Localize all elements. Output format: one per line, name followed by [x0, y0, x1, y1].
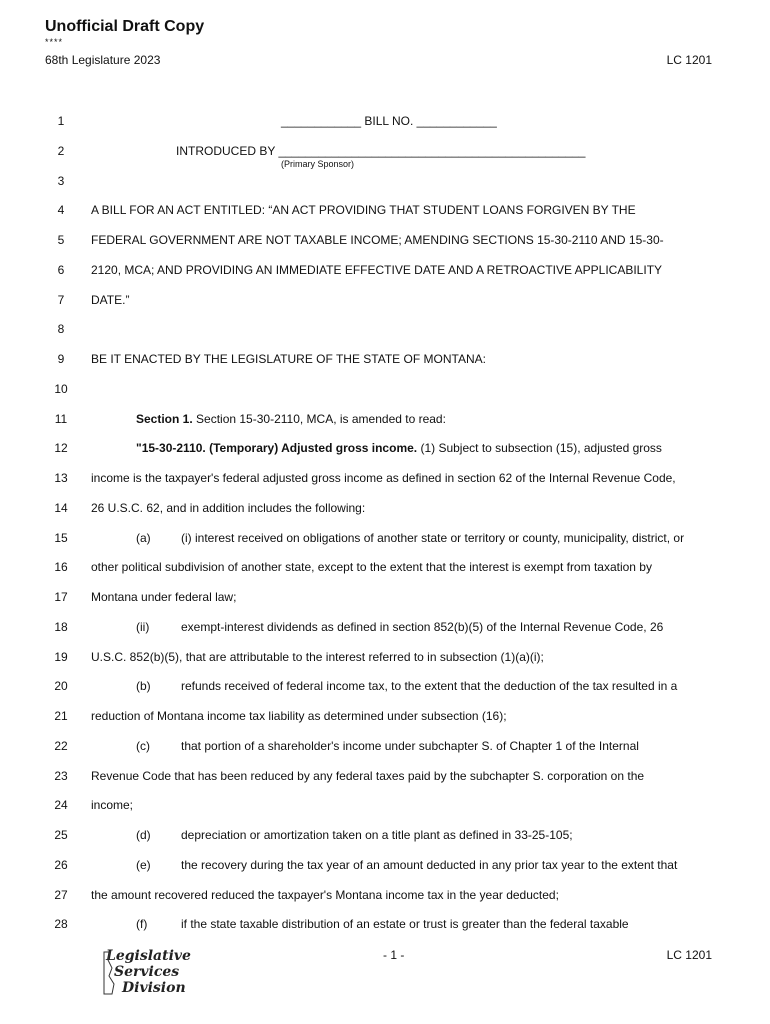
line-content: reduction of Montana income tax liability as determined under subsection (16); — [91, 709, 507, 723]
line-number: 4 — [57, 203, 65, 218]
subsection-label: (ii) — [136, 619, 150, 634]
line-number: 19 — [54, 649, 68, 664]
line-text — [91, 293, 129, 307]
line-content: DATE.” — [91, 292, 130, 307]
logo-word-1: Legislative — [106, 948, 191, 964]
line-content: exempt-interest dividends as defined in section 852(b)(5) of the Internal Revenue Code, 26 — [181, 619, 664, 634]
line-text — [91, 888, 559, 902]
subsection-label: (c) — [136, 738, 150, 753]
line-text — [181, 531, 684, 545]
line-number: 9 — [57, 352, 65, 366]
line-number: 14 — [54, 500, 68, 515]
line-number: 23 — [54, 768, 68, 783]
legislature-label: 68th Legislature 2023 — [45, 53, 161, 67]
line-content: that portion of a shareholder's income under subchapter S. of Chapter 1 of the Internal — [181, 738, 639, 753]
line-number: 6 — [57, 262, 65, 277]
line-text — [176, 144, 585, 158]
line-text — [181, 858, 677, 872]
draft-stars: **** — [45, 37, 64, 47]
line-number: 10 — [54, 381, 68, 396]
line-content: income; — [91, 798, 134, 813]
line-number: 12 — [54, 441, 68, 456]
line-number: 15 — [54, 530, 68, 545]
montana-outline-icon — [100, 950, 122, 998]
line-content: Revenue Code that has been reduced by any federal taxes paid by the subchapter S. corporation on the — [91, 768, 645, 783]
line-text — [91, 501, 365, 515]
subsection-label: (e) — [136, 857, 151, 872]
subsection-label: (f) — [136, 917, 148, 932]
line-number: 8 — [57, 322, 65, 337]
line-text — [91, 263, 662, 277]
primary-sponsor-caption: (Primary Sponsor) — [281, 158, 355, 169]
line-content: Montana under federal law; — [91, 590, 237, 604]
line-number: 22 — [54, 738, 68, 753]
subsection-label: (b) — [136, 679, 151, 694]
line-number: 26 — [54, 857, 68, 872]
line-number: 1 — [57, 114, 65, 128]
subsection-label: (a) — [136, 530, 151, 545]
line-number: 28 — [54, 917, 68, 932]
line-text — [136, 412, 446, 426]
line-number: 7 — [57, 292, 65, 307]
bold-heading: "15-30-2110. (Temporary) Adjusted gross income. — [136, 441, 418, 456]
line-text — [91, 650, 544, 664]
line-text — [91, 798, 133, 812]
line-number: 21 — [54, 709, 68, 723]
line-number: 24 — [54, 798, 68, 813]
line-number: 18 — [54, 619, 68, 634]
line-content: ____________ BILL NO. ____________ — [281, 114, 497, 128]
line-text — [91, 590, 236, 604]
line-number: 25 — [54, 828, 68, 842]
line-content: refunds received of federal income tax, to the extent that the deduction of the tax resulted in a — [181, 679, 678, 694]
line-number: 16 — [54, 560, 68, 575]
line-number: 20 — [54, 679, 68, 694]
line-content: 26 U.S.C. 62, and in addition includes the following: — [91, 500, 366, 515]
line-number: 5 — [57, 233, 65, 247]
line-text — [181, 739, 639, 753]
line-number: 3 — [57, 173, 65, 188]
line-content: (i) interest received on obligations of another state or territory or county, municipality, district, or — [181, 530, 685, 545]
line-content: income is the taxpayer's federal adjusted gross income as defined in section 62 of the Internal Revenue Code, — [91, 471, 676, 485]
line-text — [91, 203, 636, 217]
line-content: FEDERAL GOVERNMENT ARE NOT TAXABLE INCOME; AMENDING SECTIONS 15-30-2110 AND 15-30- — [91, 233, 664, 247]
line-text — [136, 441, 662, 455]
lc-number-top: LC 1201 — [666, 53, 712, 67]
line-content: other political subdivision of another state, except to the extent that the interest is exempt from taxation by — [91, 560, 652, 575]
line-text — [181, 917, 629, 931]
line-text — [91, 769, 644, 783]
line-text — [181, 828, 573, 842]
line-content: U.S.C. 852(b)(5), that are attributable to the interest referred to in subsection (1)(a)(i); — [91, 649, 544, 664]
line-text — [91, 471, 676, 485]
line-text — [91, 560, 652, 574]
logo-word-2: Services — [114, 964, 180, 980]
draft-title: Unofficial Draft Copy — [45, 18, 205, 35]
bold-heading: Section 1. — [136, 411, 193, 426]
line-content: the amount recovered reduced the taxpayer's Montana income tax in the year deducted; — [91, 887, 559, 902]
line-text — [281, 114, 497, 128]
line-content: the recovery during the tax year of an amount deducted in any prior tax year to the extent that — [181, 857, 678, 872]
legislative-services-division-logo — [100, 948, 195, 1000]
line-content: INTRODUCED BY ______________________________________________ — [176, 143, 586, 158]
line-number: 13 — [54, 471, 68, 485]
line-content: if the state taxable distribution of an estate or trust is greater than the federal taxable — [181, 917, 629, 932]
line-text — [181, 620, 663, 634]
line-content: depreciation or amortization taken on a title plant as defined in 33-25-105; — [181, 828, 573, 842]
line-number: 11 — [54, 411, 68, 426]
line-number: 17 — [54, 590, 68, 604]
line-number: 2 — [57, 143, 65, 158]
line-content: A BILL FOR AN ACT ENTITLED: “AN ACT PROVIDING THAT STUDENT LOANS FORGIVEN BY THE — [91, 203, 636, 218]
line-text — [181, 679, 677, 693]
line-content: 2120, MCA; AND PROVIDING AN IMMEDIATE EFFECTIVE DATE AND A RETROACTIVE APPLICABILITY — [91, 262, 663, 277]
line-text — [91, 352, 486, 366]
lc-number-bottom: LC 1201 — [666, 948, 712, 962]
line-text — [91, 709, 507, 723]
line-content: BE IT ENACTED BY THE LEGISLATURE OF THE STATE OF MONTANA: — [91, 352, 486, 366]
line-number: 27 — [54, 887, 68, 902]
logo-word-3: Division — [122, 980, 186, 996]
line-content: Section 15-30-2110, MCA, is amended to read: — [192, 411, 446, 426]
line-content: (1) Subject to subsection (15), adjusted gross — [417, 441, 662, 456]
line-text — [91, 233, 664, 247]
page-number: - 1 - — [383, 948, 405, 962]
subsection-label: (d) — [136, 828, 151, 842]
